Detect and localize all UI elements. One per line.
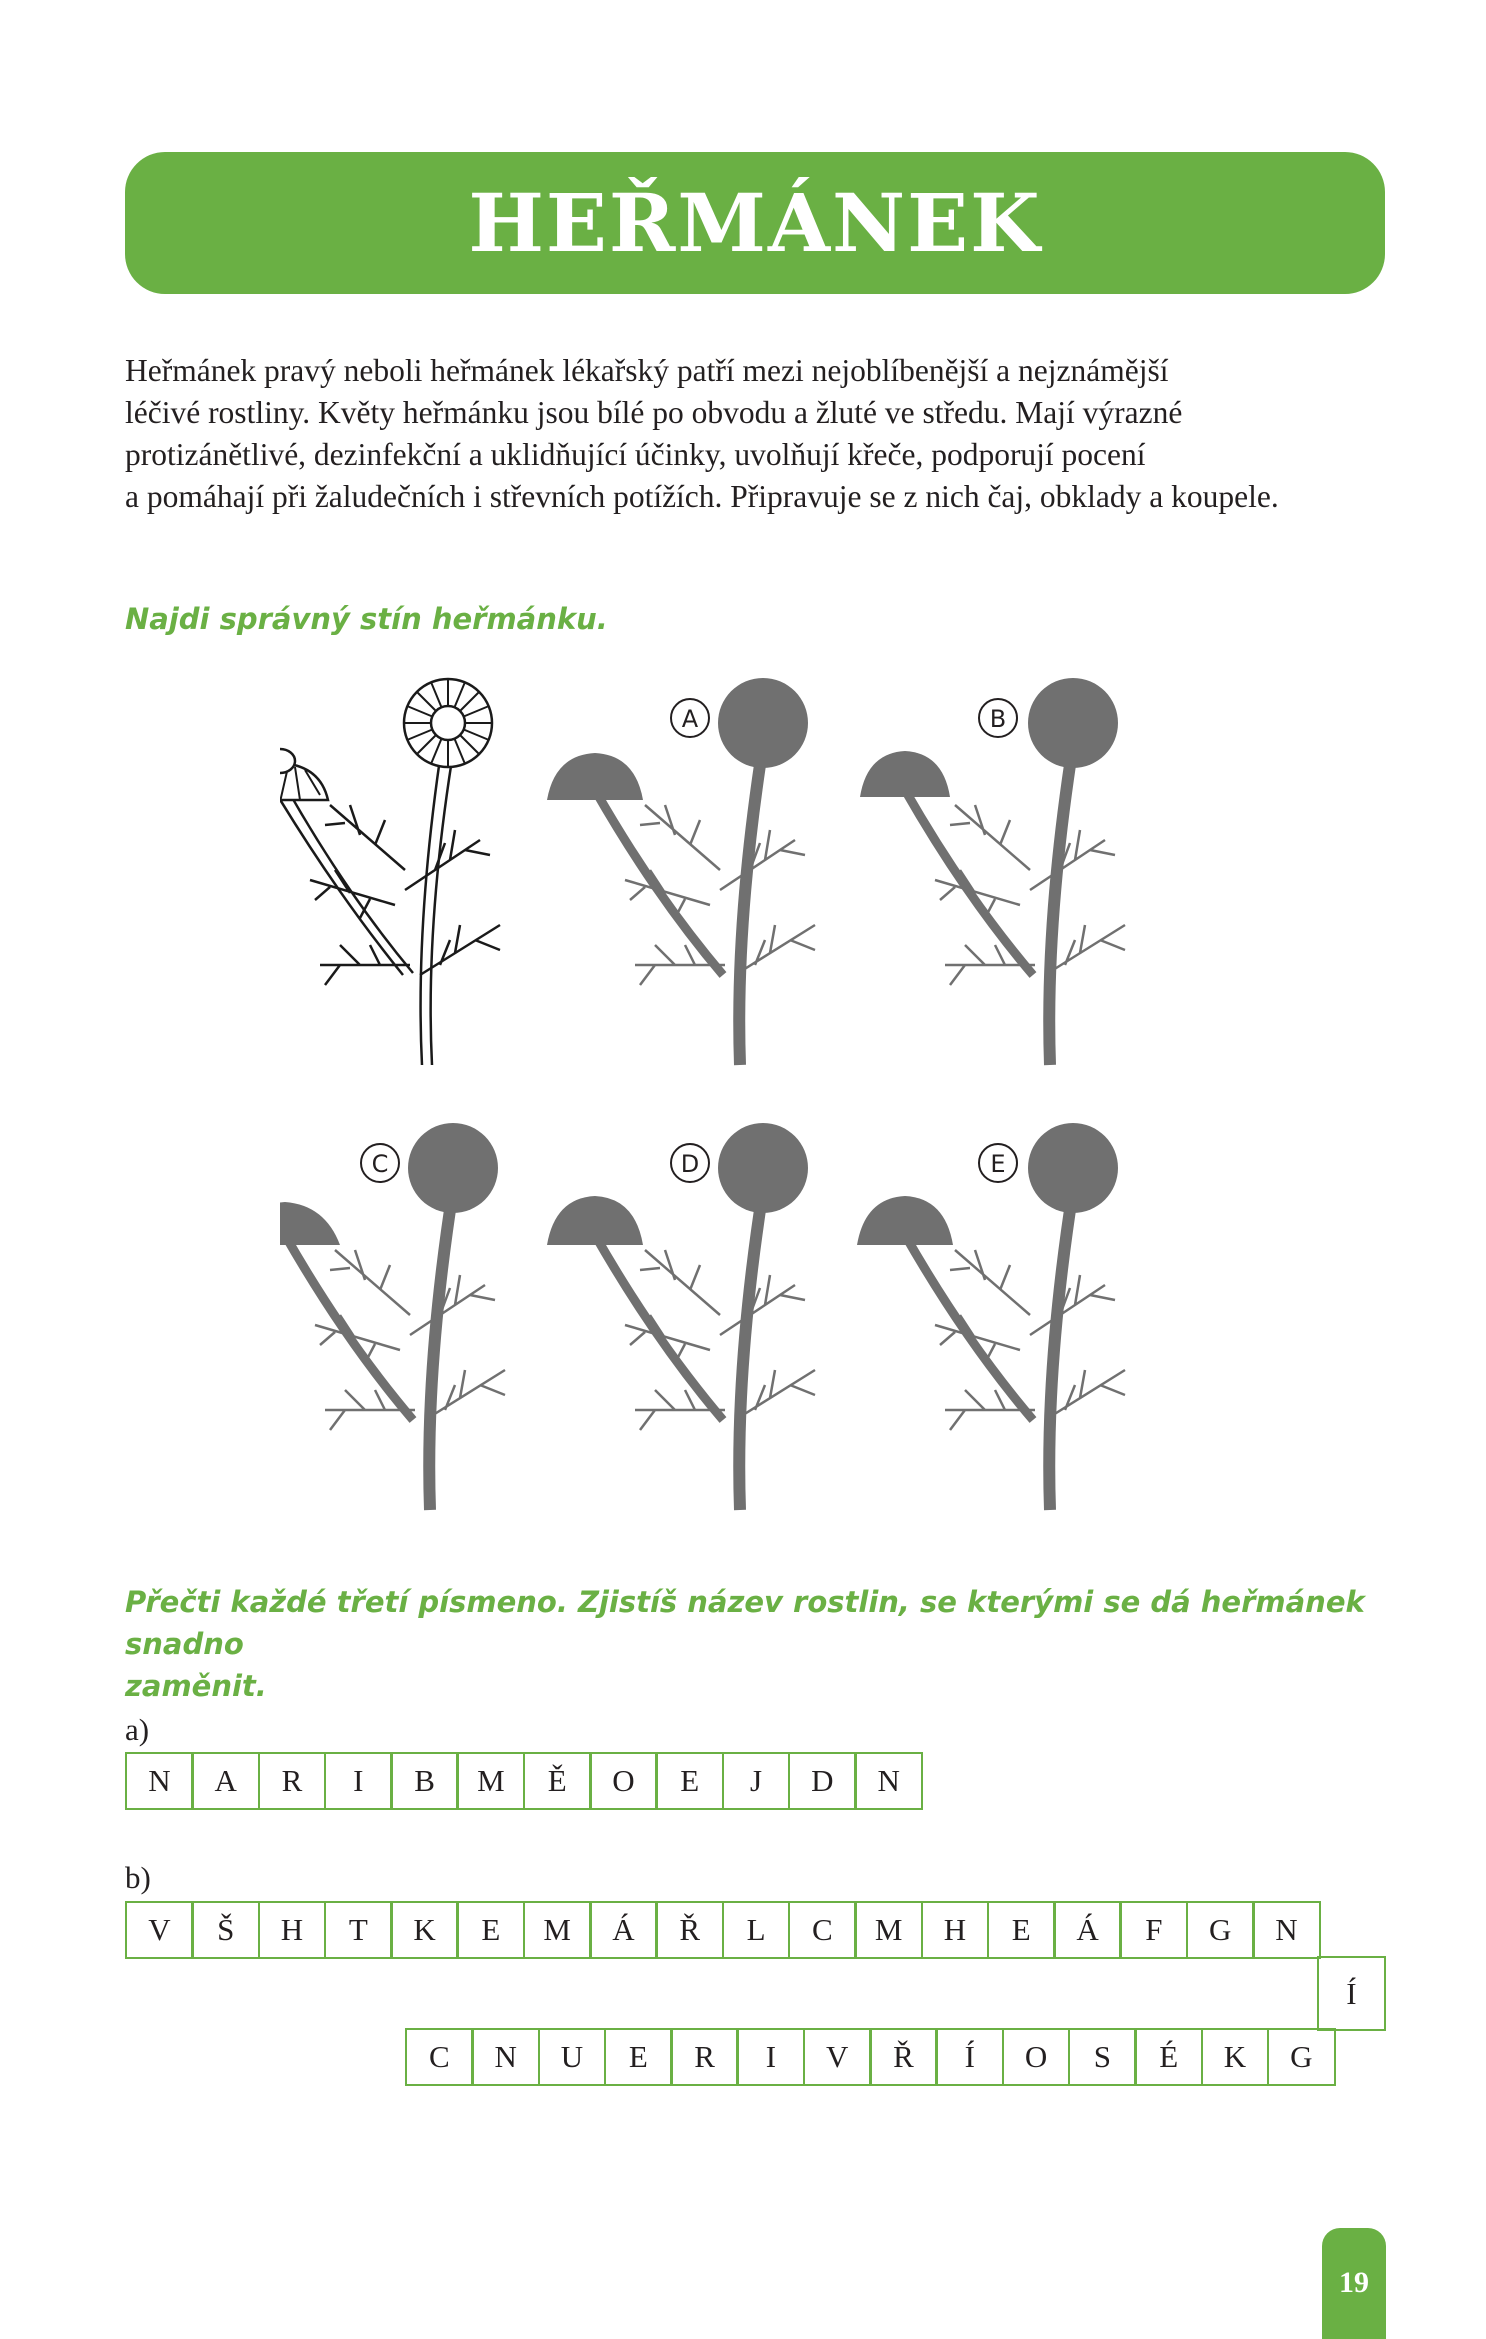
letter-cell: E [456,1901,525,1959]
letter-cell: Ř [655,1901,724,1959]
letter-cell: G [1186,1901,1255,1959]
letter-cell: S [1068,2028,1137,2086]
shadow-a [547,678,815,1065]
option-a-label [671,699,709,737]
intro-line: protizánětlivé, dezinfekční a uklidňující účinky, uvolňují křeče, podporují pocení [125,437,1146,472]
letter-cell: E [987,1901,1056,1959]
letter-cell: N [1252,1901,1321,1959]
letter-cell: H [921,1901,990,1959]
task2-line: zaměnit. [125,1669,267,1703]
letter-cell: N [471,2028,540,2086]
title-banner [125,152,1385,294]
letter-cell: Á [589,1901,658,1959]
letter-cell: M [523,1901,592,1959]
letter-cell: C [405,2028,474,2086]
letter-cell: F [1119,1901,1188,1959]
letter-cell: Í [935,2028,1004,2086]
task2-instruction [125,1581,1486,1707]
letter-cell: Í [1317,1956,1386,2031]
letter-cell: B [390,1752,459,1810]
letter-cell: J [722,1752,791,1810]
letter-cell: Š [191,1901,260,1959]
letter-cell: V [803,2028,872,2086]
task1-instruction: Najdi správný stín heřmánku. [125,602,608,636]
letter-cell: C [788,1901,857,1959]
letter-cell: Ě [523,1752,592,1810]
letter-cell: V [125,1901,194,1959]
letter-cell: O [589,1752,658,1810]
letter-grid-a [125,1752,923,1810]
letter-cell: I [324,1752,393,1810]
letter-cell: R [670,2028,739,2086]
letter-cell: O [1002,2028,1071,2086]
shadow-c [280,1123,505,1510]
intro-line: a pomáhají při žaludečních i střevních potížích. Připravuje se z nich čaj, obklady a koupele. [125,479,1279,514]
letter-cell: L [722,1901,791,1959]
letter-cell: E [655,1752,724,1810]
letter-cell: K [390,1901,459,1959]
intro-line: Heřmánek pravý neboli heřmánek lékařský patří mezi nejoblíbenější a nejznámější [125,353,1169,388]
page-title: HEŘMÁNEK [468,176,1042,270]
task2-line: Přečti každé třetí písmeno. Zjistíš název rostlin, se kterými se dá heřmánek snadno [125,1585,1365,1661]
option-e-label [979,1144,1017,1182]
letter-cell: N [125,1752,194,1810]
option-d-label [671,1144,709,1182]
letter-cell: Ř [869,2028,938,2086]
intro-paragraph [125,350,1395,518]
letter-cell: N [854,1752,923,1810]
letter-cell: A [191,1752,260,1810]
original-chamomile-drawing [280,679,500,1065]
letter-cell: U [538,2028,607,2086]
letter-cell: Á [1053,1901,1122,1959]
letter-cell: T [324,1901,393,1959]
page-number: 19 [1322,2228,1386,2339]
letter-cell: M [456,1752,525,1810]
letter-cell: I [736,2028,805,2086]
letter-grid-b-row3 [405,2028,1336,2086]
option-c-label [361,1144,399,1182]
letter-cell: D [788,1752,857,1810]
part-b-label: b) [125,1860,151,1895]
part-a-label: a) [125,1712,150,1747]
letter-cell: G [1267,2028,1336,2086]
option-b-label [979,699,1017,737]
intro-line: léčivé rostliny. Květy heřmánku jsou bílé po obvodu a žluté ve středu. Mají výrazné [125,395,1183,430]
svg-text:B: B [989,705,1007,733]
letter-grid-b-row1 [125,1901,1321,1959]
svg-text:E: E [990,1150,1006,1178]
shadow-d [547,1123,815,1510]
letter-cell: E [604,2028,673,2086]
letter-cell: É [1134,2028,1203,2086]
letter-cell: M [854,1901,923,1959]
letter-cell: H [258,1901,327,1959]
svg-text:A: A [681,705,699,733]
svg-text:C: C [371,1150,389,1178]
letter-cell: K [1201,2028,1270,2086]
letter-grid-b-row2 [1317,1956,1386,2031]
flower-puzzle [280,675,1240,1540]
svg-text:D: D [680,1150,700,1178]
letter-cell: R [258,1752,327,1810]
